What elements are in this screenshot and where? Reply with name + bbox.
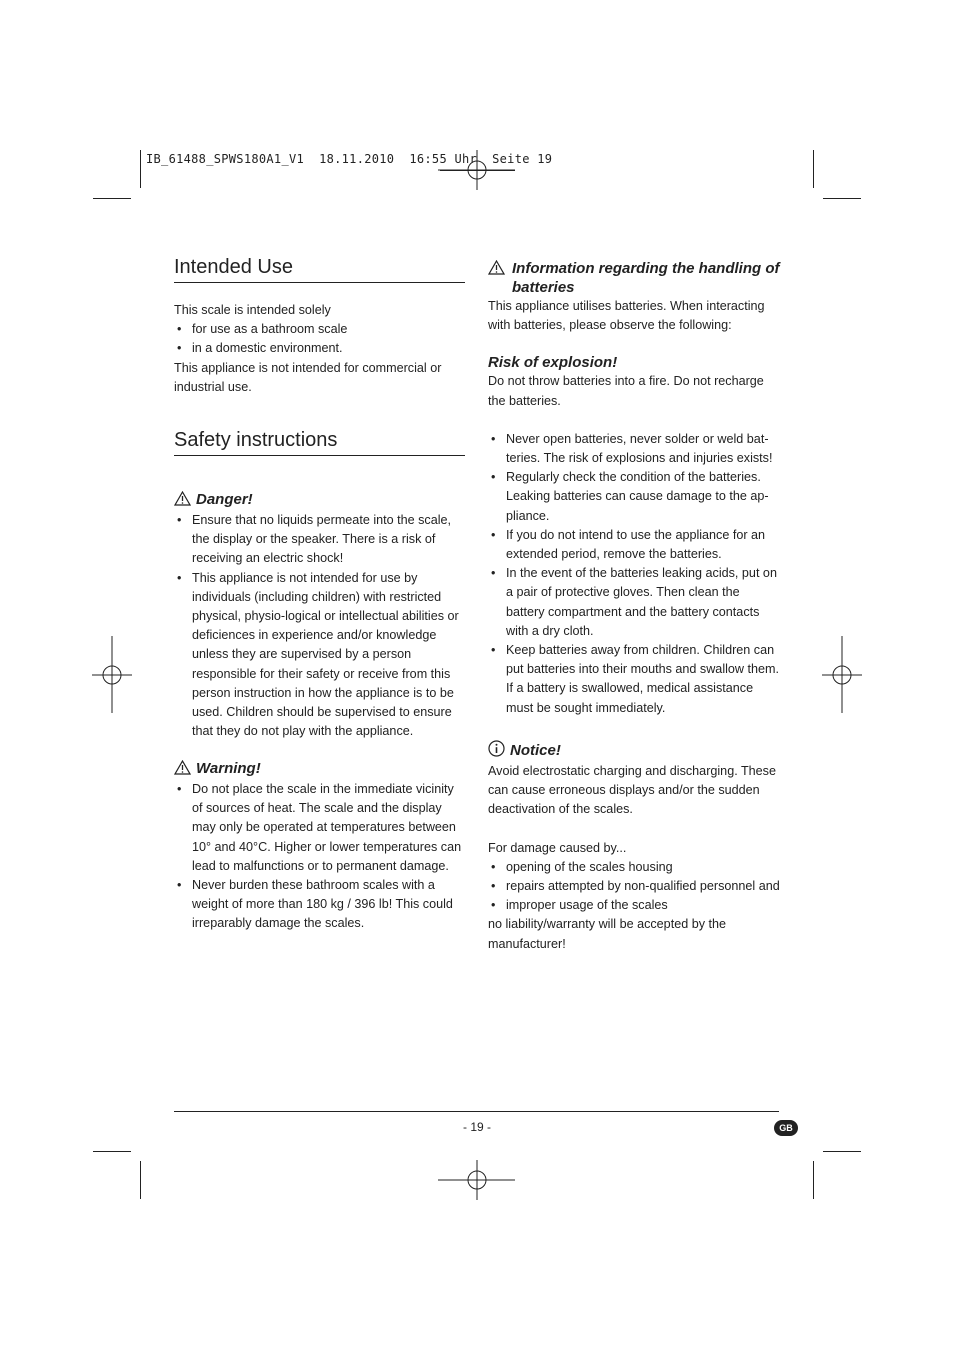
- warning-title: Warning!: [196, 760, 261, 777]
- batteries-list: [488, 430, 780, 718]
- batteries-heading: [488, 259, 780, 297]
- danger-list: [174, 511, 465, 741]
- notice-section: [488, 740, 780, 954]
- list-item: • This appliance is not intended for use by individuals (including children) with restricted physical, physio-logical or intellectual abilities or deficiences in experience and/or knowledge unless they are supervised by a person responsible for their safety or receive from this person instruction in how the appliance is to be used. Children should be supervised to ensure that they do not play with the appliance.: [174, 569, 465, 742]
- danger-block: [174, 490, 465, 741]
- list-item: • If you do not intend to use the appliance for an extended period, remove the batteries.: [488, 526, 780, 564]
- list-item: • opening of the scales housing: [488, 858, 780, 877]
- batteries-intro: This appliance utilises batteries. When interacting with batteries, please observe the following:: [488, 299, 765, 333]
- footer-rule: [174, 1111, 779, 1112]
- crop-mark: [813, 1161, 814, 1199]
- warning-triangle-icon: [174, 760, 191, 780]
- damage-intro: For damage caused by...: [488, 840, 627, 855]
- batteries-section: [488, 259, 780, 718]
- registration-mark-left: [92, 635, 134, 715]
- registration-mark-right: [822, 635, 864, 715]
- list-item: • Regularly check the condition of the batteries. Leaking batteries can cause damage to the ap-pliance.: [488, 468, 780, 526]
- intended-use-list: [174, 320, 465, 358]
- list-item: • in a domestic environment.: [174, 339, 465, 358]
- risk-text: Do not throw batteries into a fire. Do not recharge the batteries.: [488, 374, 764, 408]
- warning-list: [174, 780, 465, 934]
- list-item: • improper usage of the scales: [488, 896, 780, 915]
- registration-mark-bottom: [437, 1160, 517, 1202]
- crop-mark: [140, 1161, 141, 1199]
- crop-mark: [140, 150, 141, 188]
- list-item: • In the event of the batteries leaking acids, put on a pair of protective gloves. Then clean the battery compartment and the battery contacts with a dry cloth.: [488, 564, 780, 641]
- notice-heading: [488, 740, 780, 762]
- intended-use-outro: This appliance is not intended for commercial or industrial use.: [174, 360, 442, 394]
- crop-mark: [813, 150, 814, 188]
- language-badge: GB: [774, 1120, 798, 1136]
- risk-heading: Risk of explosion!: [488, 354, 618, 372]
- danger-title: Danger!: [196, 491, 253, 508]
- list-item: • for use as a bathroom scale: [174, 320, 465, 339]
- list-item: • Ensure that no liquids permeate into the scale, the display or the speaker. There is a risk of receiving an electric shock!: [174, 511, 465, 569]
- notice-title: Notice!: [510, 742, 561, 759]
- crop-mark: [823, 1151, 861, 1152]
- list-item: • Never open batteries, never solder or weld bat-teries. The risk of explosions and injuries exists!: [488, 430, 780, 468]
- warning-triangle-icon: [174, 491, 191, 511]
- damage-outro: no liability/warranty will be accepted by the manufacturer!: [488, 917, 727, 951]
- intended-use-title: Intended Use: [174, 254, 465, 283]
- notice-text: Avoid electrostatic charging and discharging. These can cause erroneous displays and/or the sudden deactivation of the scales.: [488, 764, 776, 817]
- info-circle-icon: [488, 740, 505, 762]
- list-item: • Keep batteries away from children. Children can put batteries into their mouths and swallow them. If a battery is swallowed, medical assistance must be sought immediately.: [488, 641, 780, 718]
- page-number: - 19 -: [462, 1120, 491, 1134]
- list-item: • repairs attempted by non-qualified personnel and: [488, 877, 780, 896]
- print-job-header: IB_61488_SPWS180A1_V1 18.11.2010 16:55 Uhr Seite 19: [146, 152, 553, 166]
- crop-mark: [93, 1151, 131, 1152]
- intended-use-intro: This scale is intended solely: [174, 303, 331, 317]
- safety-title: Safety instructions: [174, 427, 465, 456]
- intended-use-section: [174, 254, 465, 397]
- danger-heading: [174, 490, 465, 511]
- warning-block: [174, 759, 465, 934]
- safety-section: [174, 427, 465, 456]
- batteries-title: Information regarding the handling of batteries: [512, 260, 780, 296]
- damage-list: [488, 858, 780, 916]
- warning-triangle-icon: [488, 260, 505, 280]
- list-item: • Never burden these bathroom scales with a weight of more than 180 kg / 396 lb! This could irreparably damage the scales.: [174, 876, 465, 934]
- warning-heading: [174, 759, 465, 780]
- list-item: • Do not place the scale in the immediate vicinity of sources of heat. The scale and the display may only be operated at temperatures between 10° and 40°C. Higher or lower temperatures can lead to malfunctions or to permanent damage.: [174, 780, 465, 876]
- header-underline: [440, 170, 515, 171]
- crop-mark: [823, 198, 861, 199]
- crop-mark: [93, 198, 131, 199]
